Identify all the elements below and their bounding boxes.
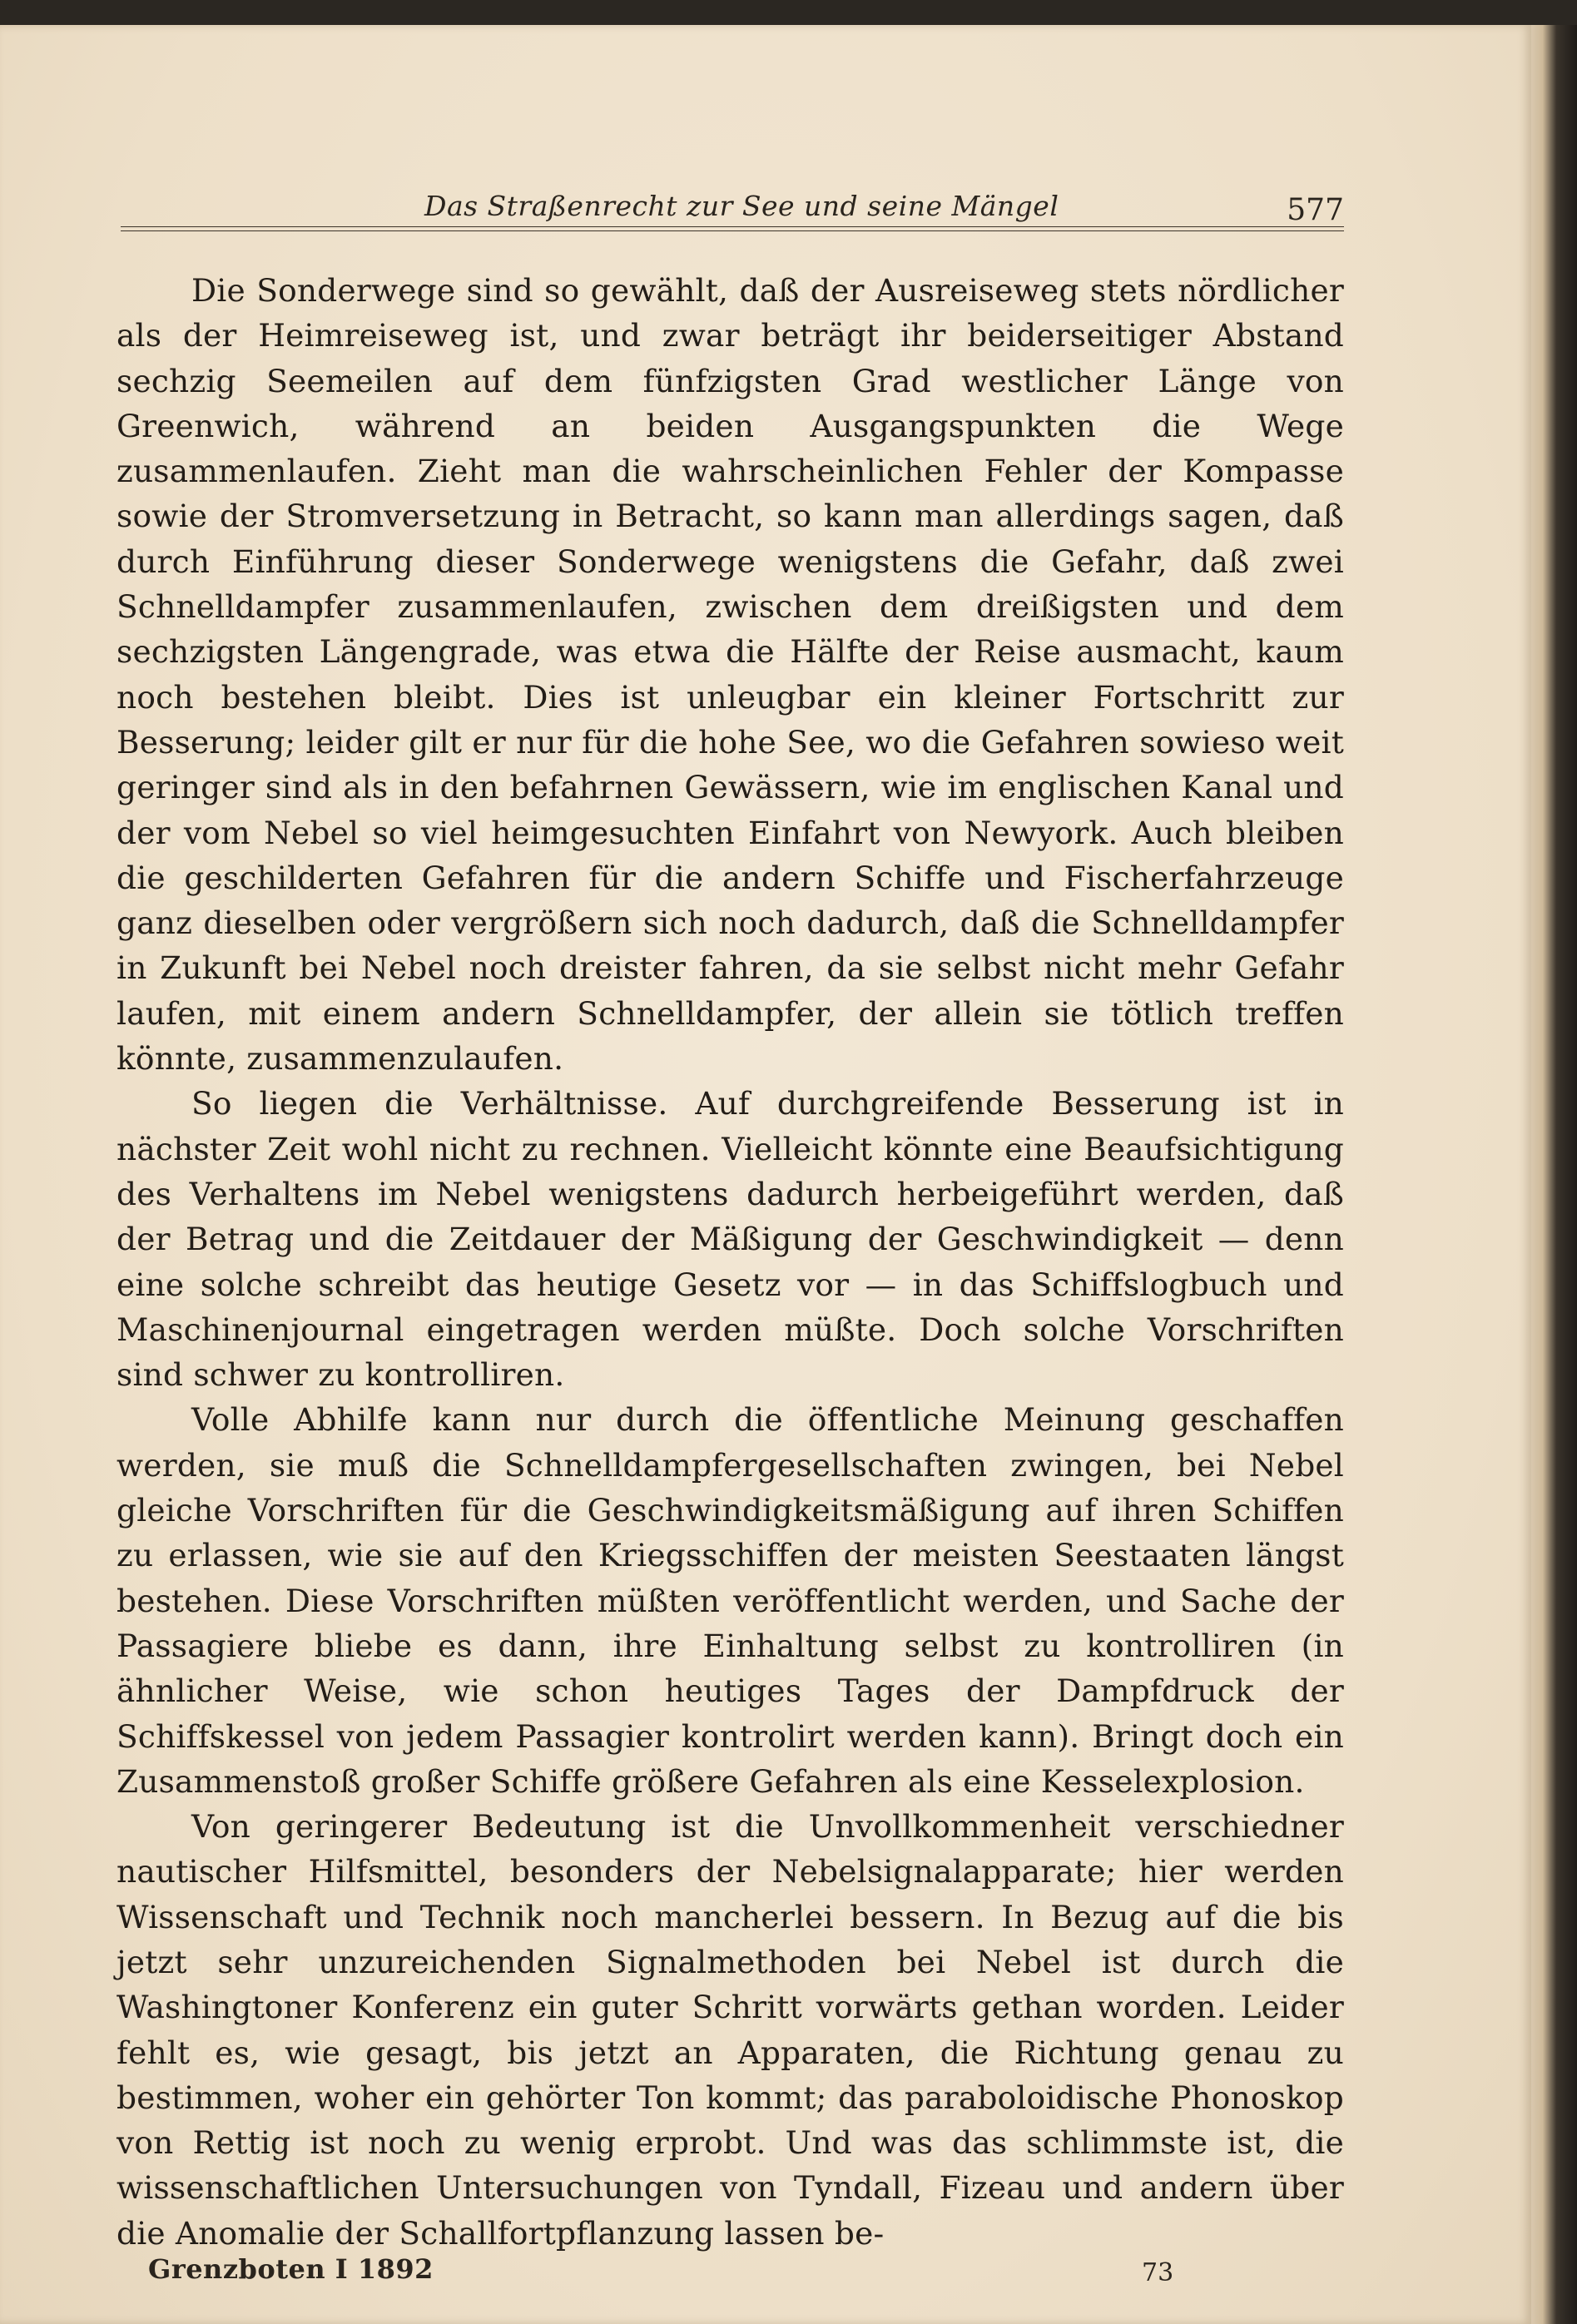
footer-signature: 73 <box>1142 2258 1174 2287</box>
paragraph-4: Von geringerer Bedeutung ist die Unvollkommenheit verschiedner nautischer Hilfsmittel, besonders der Nebelsignalapparate; hier werden Wissenschaft und Technik noch mancherlei bessern. In Bezug auf die bis jetzt sehr unzureichenden Signalmethoden bei Nebel ist durch die Washingtoner Konferenz ein guter Schritt vorwärts gethan worden. Leider fehlt es, wie gesagt, bis jetzt an Apparaten, die Richtung genau zu bestimmen, woher ein gehörter Ton kommt; das paraboloidische Phonoskop von Rettig ist noch zu wenig erprobt. Und was das schlimmste ist, die wissenschaftlichen Untersuchungen von Tyndall, Fizeau und andern über die Anomalie der Schallfortpflanzung lassen be- <box>117 1808 1344 2252</box>
header-title: Das Straßenrecht zur See und seine Mängel <box>424 190 1059 222</box>
footer-journal: Grenzboten I 1892 <box>148 2253 434 2285</box>
header-rule <box>121 226 1344 231</box>
article-body <box>117 268 1344 2256</box>
page-edge-shadow <box>1531 25 1577 2324</box>
paragraph-1: Die Sonderwege sind so gewählt, daß der Ausreiseweg stets nördlicher als der Heimreiseweg ist, und zwar beträgt ihr beiderseitiger Abstand sechzig Seemeilen auf dem fünfzigsten Grad westlicher Länge von Greenwich, während an beiden Ausgangspunkten die Wege zusammenlaufen. Zieht man die wahrscheinlichen Fehler der Kompasse sowie der Stromversetzung in Betracht, so kann man allerdings sagen, daß durch Einführung dieser Sonderwege wenigstens die Gefahr, daß zwei Schnelldampfer zusammenlaufen, zwischen dem dreißigsten und dem sechzigsten Längengrade, was etwa die Hälfte der Reise ausmacht, kaum noch bestehen bleibt. Dies ist unleugbar ein kleiner Fortschritt zur Besserung; leider gilt er nur für die hohe See, wo die Gefahren sowieso weit geringer sind als in den befahrnen Gewässern, wie im englischen Kanal und der vom Nebel so viel heimgesuchten Einfahrt von Newyork. Auch bleiben die geschilderten Gefahren für die andern Schiffe und Fischerfahrzeuge ganz dieselben oder vergrößern sich noch dadurch, daß die Schnelldampfer in Zukunft bei Nebel noch dreister fahren, da sie selbst nicht mehr Gefahr laufen, mit einem andern Schnelldampfer, der allein sie tötlich treffen könnte, zusammenzulaufen. <box>117 272 1344 1078</box>
page-number: 577 <box>1287 193 1344 227</box>
running-header <box>121 190 1344 230</box>
paragraph-2: So liegen die Verhältnisse. Auf durchgreifende Besserung ist in nächster Zeit wohl nicht zu rechnen. Vielleicht könnte eine Beaufsichtigung des Verhaltens im Nebel wenigstens dadurch herbeigeführt werden, daß der Betrag und die Zeitdauer der Mäßigung der Geschwindigkeit — denn eine solche schreibt das heutige Gesetz vor — in das Schiffslogbuch und Maschinenjournal eingetragen werden müßte. Doch solche Vorschriften sind schwer zu kontrolliren. <box>117 1085 1344 1394</box>
paragraph-3: Volle Abhilfe kann nur durch die öffentliche Meinung geschaffen werden, sie muß die Schnelldampfergesellschaften zwingen, bei Nebel gleiche Vorschriften für die Geschwindigkeitsmäßigung auf ihren Schiffen zu erlassen, wie sie auf den Kriegsschiffen der meisten Seestaaten längst bestehen. Diese Vorschriften müßten veröffentlicht werden, und Sache der Passagiere bliebe es dann, ihre Einhaltung selbst zu kontrolliren (in ähnlicher Weise, wie schon heutiges Tages der Dampfdruck der Schiffskessel von jedem Passagier kontrolirt werden kann). Bringt doch ein Zusammenstoß großer Schiffe größere Gefahren als eine Kesselexplosion. <box>117 1401 1344 1800</box>
